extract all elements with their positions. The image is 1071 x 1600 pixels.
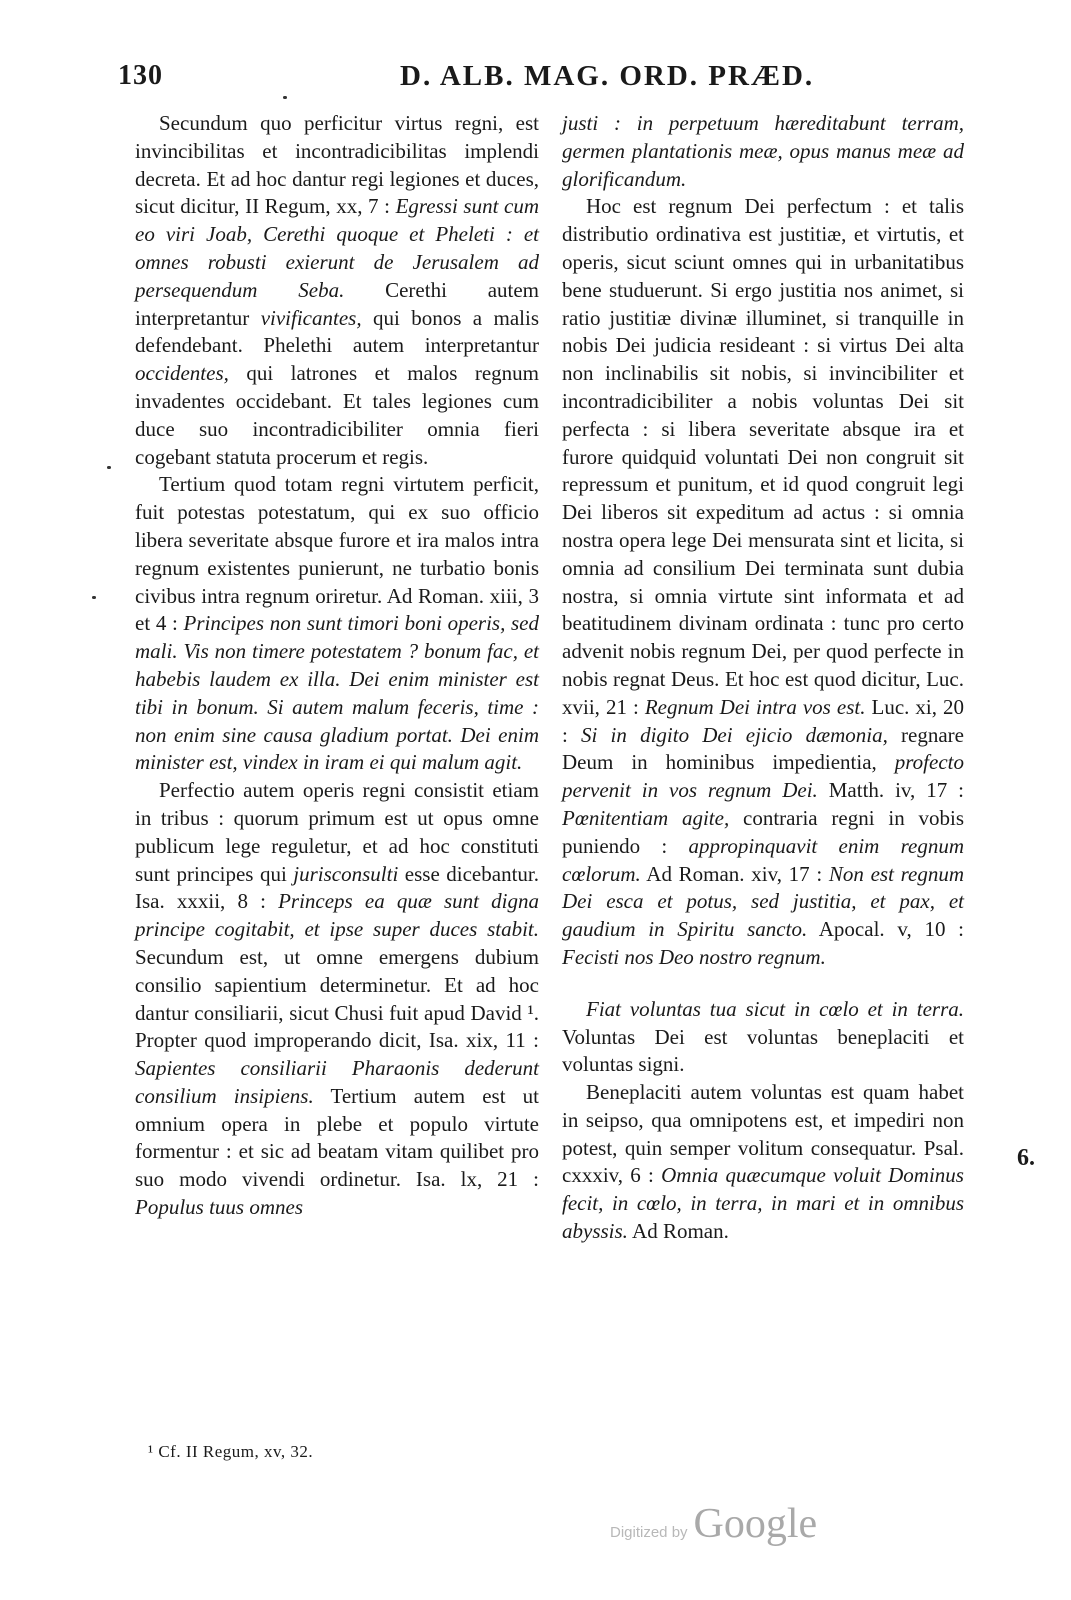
paragraph <box>562 193 964 971</box>
text-run: Luc. xi, 20 : <box>562 694 965 747</box>
quotation-run: Regnum Dei intra vos est. <box>644 694 866 719</box>
quotation-run: occidentes, <box>135 361 229 386</box>
quotation-run: Non est regnum Dei esca et potus, sed justitia, et pax, et gaudium in Spiritu sancto. <box>562 861 964 942</box>
text-run: Cerethi autem interpretantur <box>135 277 540 330</box>
text-run: contraria regni in vobis puniendo : <box>562 805 964 858</box>
paragraph <box>562 996 964 1079</box>
text-run: Ad Roman. xiv, 17 : <box>640 861 829 886</box>
quotation-run: Omnia quæcumque voluit Dominus fecit, in cœlo, in terra, in mari et in omnibus abyssis. <box>562 1163 964 1244</box>
paragraph-continuation <box>562 110 964 193</box>
running-title: D. ALB. MAG. ORD. PRÆD. <box>400 60 815 92</box>
quotation-run: Si in digito Dei ejicio dæmonia, <box>581 722 888 747</box>
marginal-section-number: 6. <box>1017 1145 1035 1171</box>
quotation-run: Fecisti nos Deo nostro regnum. <box>562 944 826 969</box>
quotation-run: profecto pervenit in vos regnum Dei. <box>562 750 964 803</box>
text-run: Beneplaciti autem voluntas est quam habet in seipso, qua omnipotens est, et impediri non potest, quin semper volitum consequatur. Psal. cxxxiv, 6 : <box>562 1080 964 1188</box>
quotation-run: Fiat voluntas tua sicut in cœlo et in terra. <box>586 996 964 1021</box>
footnote: ¹ Cf. II Regum, xv, 32. <box>148 1442 314 1461</box>
paragraph <box>562 1079 964 1246</box>
google-logo: Google <box>693 1501 818 1547</box>
quotation-run: justi : in perpetuum hæreditabunt terram, germen plantationis meæ, opus manus meæ ad glorificandum. <box>562 111 964 191</box>
quotation-run: vivificantes, <box>260 305 362 330</box>
left-column <box>135 110 539 1222</box>
quotation-run: Pœnitentiam agite, <box>562 805 730 830</box>
page-number: 130 <box>118 60 163 91</box>
text-run: qui latrones et malos regnum invadentes occidebant. Et tales legiones cum duce suo incontradicibiliter omnia fieri cogebant statuta procerum et regis. <box>135 361 539 469</box>
running-header <box>118 60 978 100</box>
text-run: esse dicebantur. Isa. xxxii, 8 : <box>135 861 539 914</box>
text-run: Matth. iv, 17 : <box>817 778 964 803</box>
watermark-prefix: Digitized by <box>610 1524 688 1541</box>
ink-speck <box>283 96 287 99</box>
quotation-run: Populus tuus omnes <box>135 1195 303 1220</box>
text-run: Voluntas Dei est voluntas beneplaciti et voluntas signi. <box>562 1024 964 1077</box>
text-run: Hoc est regnum Dei perfectum : et talis distributio ordinativa est justitiæ, et virtutis, et operis, sicut sciunt omnes qui in urbanitatibus bene studuerunt. Si ergo justitia nos animet, si ratio justitiæ divinæ illuminet, si tranquille in nobis Dei judicia resideant : si virtus Dei alta non inclinabilis sit nobis, si invincibiliter et incontradicibiliter a nobis voluntas Dei sit perfecta : si libera severitate absque ira et furore quidquid voluntati Dei non congruit sit repressum et punitum, et id quod congruit legi Dei liberos sit expeditum ad actus : si omnia nostra opera lege Dei mensurata sint et licita, si omnia ad consilium Dei terminata sunt dubia nostra, si omnia virtute sint informata et ad beatitudinem divinam ordinata : tunc pro certo advenit nobis regnum Dei, per quod perfecte in nobis regnat Deus. Et hoc est quod dicitur, Luc. xvii, 21 : <box>562 194 964 719</box>
quotation-run: Sapientes consiliarii Pharaonis dederunt consilium insipiens. <box>135 1056 539 1108</box>
text-run: regnare Deum in hominibus impedientia, <box>562 722 964 775</box>
text-run: Apocal. v, 10 : <box>807 917 964 942</box>
quotation-run: appropinquavit enim regnum cœlorum. <box>562 833 964 886</box>
text-run: qui bonos a malis defendebant. Phelethi autem interpretantur <box>135 305 540 358</box>
ink-speck <box>92 596 96 599</box>
quotation-run: Principes non sunt timori boni operis, sed mali. Vis non timere potestatem ? bonum fac, et habebis laudem ex illa. Dei enim minister est tibi in bonum. Si autem malum feceris, time : non enim sine causa gladium portat. Dei enim minister est, vindex in iram ei qui malum agit. <box>135 611 539 775</box>
paragraph <box>135 110 539 471</box>
text-run: Secundum quo perficitur virtus regni, est invincibilitas et incontradicibilitas implendi decreta. Et ad hoc dantur regi legiones et duces, sicut dicitur, II Regum, xx, 7 : <box>135 111 539 219</box>
quotation-run: Princeps ea quæ sunt digna principe cogitabit, et ipse super duces stabit. <box>135 889 539 942</box>
ink-speck <box>107 466 111 469</box>
paragraph <box>135 777 539 1222</box>
right-column <box>562 110 964 1246</box>
quotation-run: jurisconsulti <box>293 861 399 886</box>
paragraph <box>135 471 539 777</box>
text-run: Ad Roman. <box>627 1219 729 1244</box>
text-run: Secundum est, ut omne emergens dubium consilio sapientium determinetur. Et ad hoc dantur consiliarii, sicut Chusi fuit apud David ¹. Propter quod improperando dicit, Isa. xix, 11 : <box>135 944 539 1053</box>
text-run: Tertium autem est ut omnium opera in plebe et populo virtute formentur : et sic ad beatam vitam quilibet pro suo modo vivendi ordinetur. Isa. lx, 21 : <box>135 1083 539 1192</box>
text-run: Perfectio autem operis regni consistit etiam in tribus : quorum primum est ut opus omne publicum lege reguletur, et ad hoc constituti sunt principes qui <box>135 778 539 886</box>
digitized-by-watermark <box>610 1500 817 1548</box>
text-run: Tertium quod totam regni virtutem perficit, fuit potestas potestatum, qui ex suo officio libera severitate absque furore et ira malos intra regnum existentes punierunt, ne turbatio bonis civibus intra regnum oriretur. Ad Roman. xiii, 3 et 4 : <box>135 472 539 636</box>
quotation-run: Egressi sunt cum eo viri Joab, Cerethi quoque et Pheleti : et omnes robusti exierunt de Jerusalem ad persequendum Seba. <box>135 194 539 302</box>
